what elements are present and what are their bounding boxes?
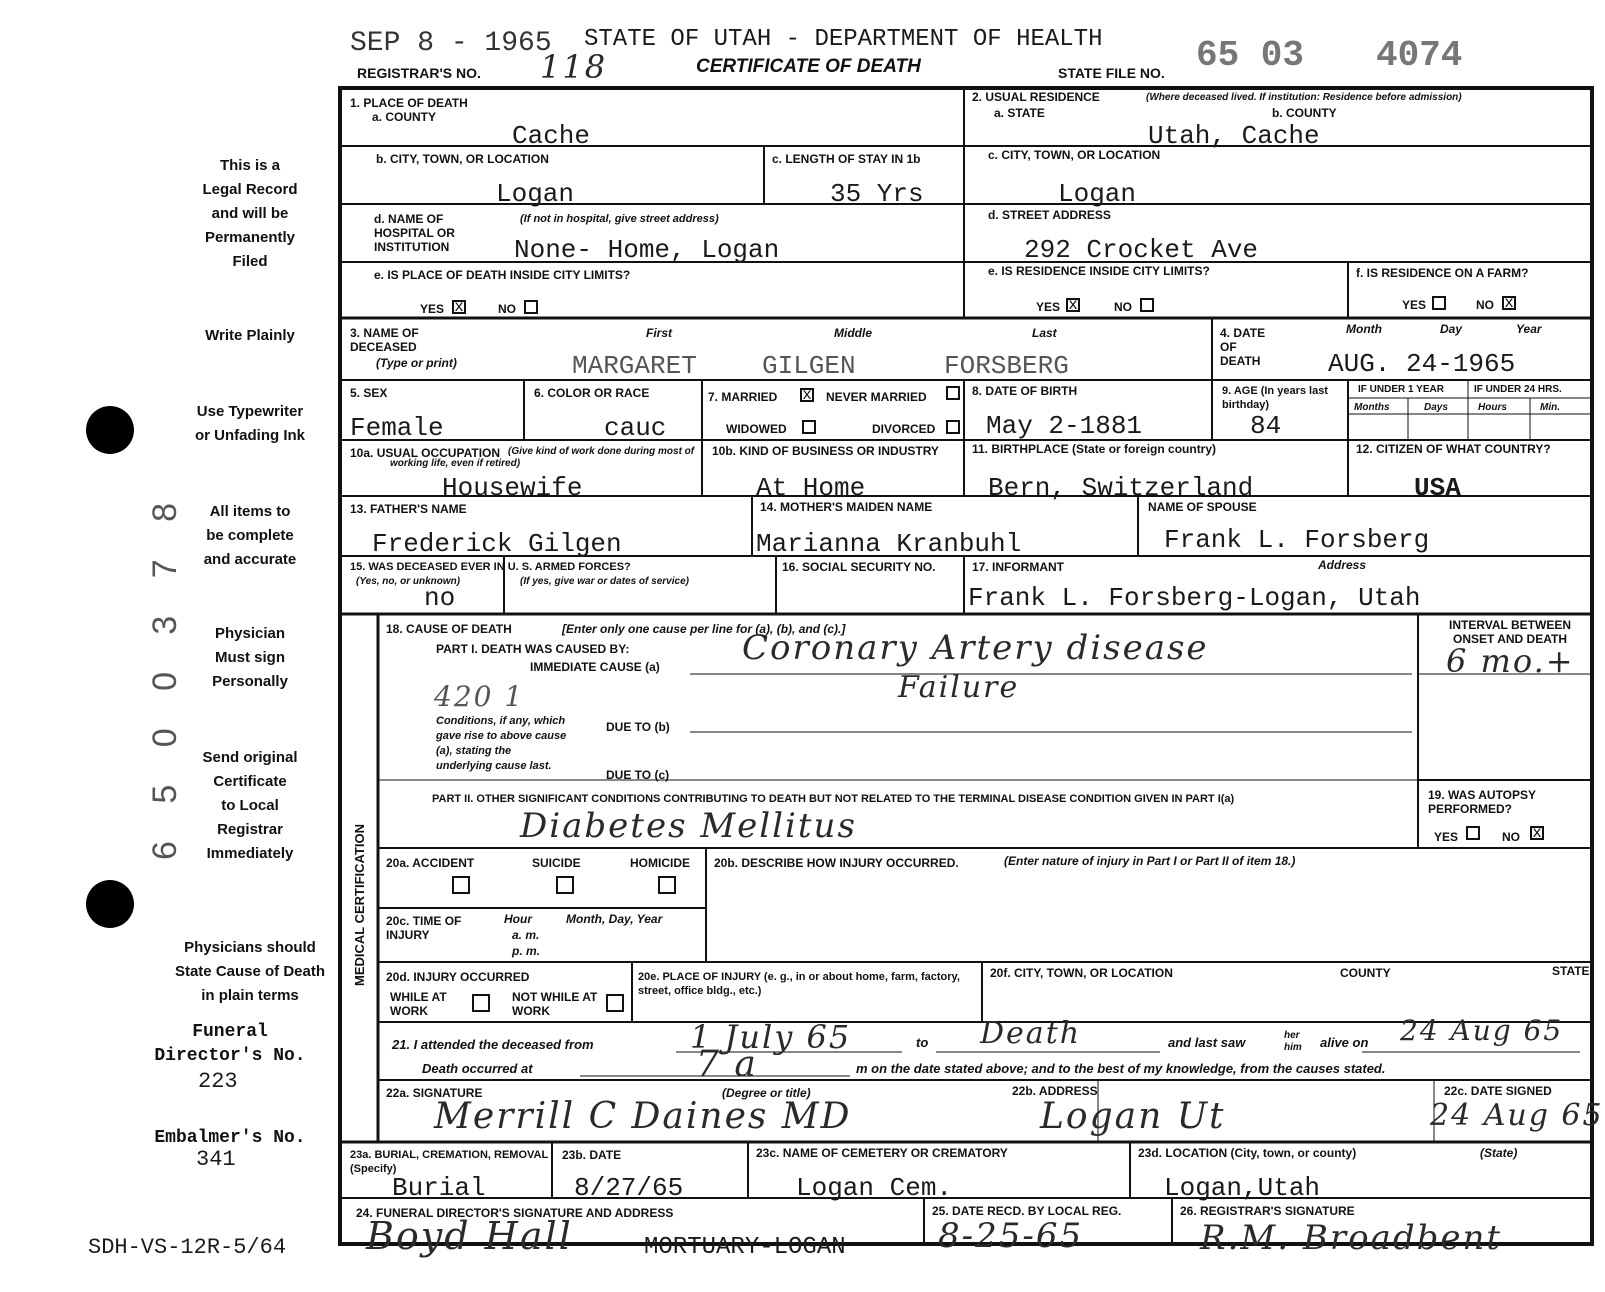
describe-injury-label: 20b. DESCRIBE HOW INJURY OCCURRED. [714, 856, 959, 870]
embalmer-no: 341 [196, 1147, 236, 1172]
birthplace-label: 11. BIRTHPLACE (State or foreign country) [972, 442, 1217, 456]
months-label: Months [1354, 402, 1390, 413]
divorced-checkbox[interactable] [946, 420, 960, 434]
burial-state-label: (State) [1480, 1146, 1518, 1160]
date-recd: 8-25-65 [938, 1216, 1084, 1256]
ssn-label: 16. SOCIAL SECURITY NO. [782, 560, 936, 574]
received-stamp-date: SEP 8 - 1965 [350, 28, 552, 59]
cause-code: 420 1 [434, 680, 525, 713]
pm-label: p. m. [512, 944, 541, 958]
due-to-b-label: DUE TO (b) [606, 720, 670, 734]
physician-address-label: 22b. ADDRESS [1012, 1084, 1098, 1098]
autopsy-yes-label: YES [1434, 830, 1459, 844]
divorced-label: DIVORCED [872, 422, 936, 436]
min-label: Min. [1540, 402, 1560, 413]
suicide-label: SUICIDE [532, 856, 581, 870]
death-inside-no-label: NO [498, 302, 516, 316]
burial-date-label: 23b. DATE [562, 1148, 622, 1162]
death-inside-limits-label: e. IS PLACE OF DEATH INSIDE CITY LIMITS? [374, 268, 631, 282]
cemetery-label: 23c. NAME OF CEMETERY OR CREMATORY [756, 1146, 1008, 1160]
first-label: First [646, 326, 673, 340]
not-while-work-checkbox[interactable] [606, 994, 624, 1012]
state-file-b: 4074 [1376, 35, 1463, 76]
business-label: 10b. KIND OF BUSINESS OR INDUSTRY [712, 444, 939, 458]
widowed-checkbox[interactable] [802, 420, 816, 434]
mortuary: MORTUARY-LOGAN [644, 1234, 846, 1261]
embalmer-label: Embalmer's No. [154, 1128, 306, 1148]
sex: Female [350, 413, 444, 443]
attended-from: 1 July 65 [690, 1018, 852, 1056]
armed-forces: no [424, 583, 456, 613]
date-of-birth: May 2-1881 [986, 411, 1143, 441]
mdy-label: Month, Day, Year [566, 912, 663, 926]
funeral-director-no: 223 [198, 1069, 238, 1094]
res-state-label: a. STATE [994, 106, 1045, 120]
informant-label: 17. INFORMANT [972, 560, 1065, 574]
suicide-checkbox[interactable] [556, 876, 574, 894]
birthplace: Bern, Switzerland [988, 473, 1254, 503]
stay-label: c. LENGTH OF STAY IN 1b [772, 152, 921, 166]
under-1-year-label: IF UNDER 1 YEAR [1358, 384, 1444, 395]
interval: 6 mo.+ [1446, 642, 1575, 680]
cemetery: Logan Cem. [796, 1173, 953, 1203]
last-saw-label: and last saw [1168, 1035, 1246, 1050]
complete-note: All items to be complete and accurate [203, 503, 297, 568]
res-inside-yes-checkbox[interactable]: x [1066, 298, 1080, 312]
alive-on-date: 24 Aug 65 [1400, 1014, 1564, 1047]
cause-instructions: [Enter only one cause per line for (a), (b), and (c).] [562, 622, 846, 636]
certificate-title: CERTIFICATE OF DEATH [696, 56, 921, 77]
hospital-note: (If not in hospital, give street address) [520, 213, 719, 225]
injury-city-label: 20f. CITY, TOWN, OR LOCATION [990, 966, 1173, 980]
death-city: Logan [496, 179, 575, 209]
farm-yes-checkbox[interactable] [1432, 296, 1446, 310]
hospital-label: d. NAME OF HOSPITAL OR INSTITUTION [374, 212, 455, 254]
spouse-label: NAME OF SPOUSE [1148, 500, 1257, 514]
date-recd-label: 25. DATE RECD. BY LOCAL REG. [932, 1204, 1122, 1218]
date-of-death-label: 4. DATE OF DEATH [1220, 326, 1266, 368]
father-label: 13. FATHER'S NAME [350, 502, 467, 516]
deceased-name-label: 3. NAME OF DECEASED [350, 326, 419, 354]
farm-no-label: NO [1476, 298, 1494, 312]
type-print-note: (Type or print) [376, 356, 457, 370]
registrar-no-label: REGISTRAR'S NO. [357, 65, 481, 81]
first-name: MARGARET [572, 351, 697, 381]
autopsy-no-checkbox[interactable]: x [1530, 826, 1544, 840]
date-signed-label: 22c. DATE SIGNED [1444, 1084, 1552, 1098]
death-county: Cache [512, 121, 591, 151]
cause-plain-note: Physicians should State Cause of Death in plain terms [174, 939, 326, 1004]
informant-address-label: Address [1318, 558, 1367, 572]
form-number: SDH-VS-12R-5/64 [88, 1235, 287, 1260]
vertical-serial: 6 5 0 0 3 7 8 [146, 488, 184, 860]
res-street-label: d. STREET ADDRESS [988, 208, 1111, 222]
res-inside-no-checkbox[interactable] [1140, 298, 1154, 312]
legal-record-note: This is a Legal Record and will be Permanently Filed [202, 157, 298, 270]
hours-label: Hours [1478, 402, 1507, 413]
registrar-no: 118 [540, 48, 608, 86]
cause-label: 18. CAUSE OF DEATH [386, 622, 512, 636]
occupation-note: (Give kind of work done during most of working life, even if retired) [390, 446, 695, 469]
residence-label: 2. USUAL RESIDENCE [972, 90, 1100, 104]
res-inside-label: e. IS RESIDENCE INSIDE CITY LIMITS? [988, 264, 1210, 278]
armed-forces-label: 15. WAS DECEASED EVER IN U. S. ARMED FORCES? [350, 561, 631, 573]
physician-note: Physician Must sign Personally [212, 625, 288, 690]
injury-state-label: STATE [1552, 964, 1590, 978]
not-while-work-label: NOT WHILE AT WORK [512, 990, 598, 1018]
part2-conditions: Diabetes Mellitus [520, 806, 857, 846]
part2-label: PART II. OTHER SIGNIFICANT CONDITIONS CONTRIBUTING TO DEATH BUT NOT RELATED TO THE TERMINAL DISEASE CONDITION GIVEN IN PART I(a) [432, 793, 1235, 805]
burial-label: 23a. BURIAL, CREMATION, REMOVAL (Specify) [350, 1149, 549, 1175]
farm-label: f. IS RESIDENCE ON A FARM? [1356, 266, 1529, 280]
funeral-director-signature: Boyd Hall [366, 1214, 573, 1258]
attended-to-label: to [916, 1035, 929, 1050]
alive-on-label: alive on [1320, 1035, 1369, 1050]
her-him-label: her him [1284, 1030, 1302, 1053]
attended-to: Death [980, 1016, 1082, 1051]
citizen-label: 12. CITIZEN OF WHAT COUNTRY? [1356, 442, 1551, 456]
occupation-label: 10a. USUAL OCCUPATION [350, 446, 501, 460]
res-inside-no-label: NO [1114, 300, 1132, 314]
middle-label: Middle [834, 326, 872, 340]
last-label: Last [1032, 326, 1057, 340]
age: 84 [1250, 411, 1282, 441]
death-time: 7 a [696, 1044, 758, 1085]
month-label: Month [1346, 322, 1382, 336]
death-inside-yes-checkbox[interactable]: x [452, 300, 466, 314]
state-file-label: STATE FILE NO. [1058, 65, 1165, 81]
race-label: 6. COLOR OR RACE [534, 386, 650, 400]
never-married-label: NEVER MARRIED [826, 390, 927, 404]
armed-forces-note: (Yes, no, or unknown) [356, 576, 461, 587]
res-county-label: b. COUNTY [1272, 106, 1337, 120]
autopsy-no-label: NO [1502, 830, 1520, 844]
immediate-cause-2: Failure [898, 670, 1020, 705]
funeral-director-sig-label: 24. FUNERAL DIRECTOR'S SIGNATURE AND ADDRESS [356, 1206, 674, 1220]
time-of-injury-label: 20c. TIME OF INJURY [386, 914, 462, 942]
autopsy-yes-checkbox[interactable] [1466, 826, 1480, 840]
mother-label: 14. MOTHER'S MAIDEN NAME [760, 500, 933, 514]
part1-label: PART I. DEATH WAS CAUSED BY: [436, 642, 630, 656]
citizen: USA [1414, 473, 1461, 503]
injury-county-label: COUNTY [1340, 966, 1391, 980]
registrar-signature: R.M. Broadbent [1200, 1218, 1503, 1258]
autopsy-label: 19. WAS AUTOPSY PERFORMED? [1428, 788, 1536, 816]
res-state-county: Utah, Cache [1148, 121, 1320, 151]
married-label: 7. MARRIED [708, 390, 778, 404]
length-of-stay: 35 Yrs [830, 179, 924, 209]
days-label: Days [1424, 402, 1448, 413]
res-inside-yes-label: YES [1036, 300, 1061, 314]
conditions-note: Conditions, if any, which gave rise to above cause (a), stating the underlying cause last. [436, 715, 567, 772]
while-at-work-checkbox[interactable] [472, 994, 490, 1012]
due-to-c-label: DUE TO (c) [606, 768, 670, 782]
city-label: b. CITY, TOWN, OR LOCATION [376, 152, 549, 166]
last-name: FORSBERG [944, 351, 1069, 381]
county-label: a. COUNTY [372, 110, 437, 124]
res-street: 292 Crocket Ave [1024, 235, 1259, 265]
write-plainly-note: Write Plainly [205, 327, 295, 344]
while-at-work-label: WHILE AT WORK [390, 990, 447, 1018]
race: cauc [604, 413, 667, 443]
day-label: Day [1440, 322, 1463, 336]
never-married-checkbox[interactable] [946, 386, 960, 400]
medical-certification-label: MEDICAL CERTIFICATION [352, 823, 367, 986]
armed-forces-war: (If yes, give war or dates of service) [520, 576, 689, 587]
burial-method: Burial [392, 1173, 486, 1203]
occupation: Housewife [442, 473, 583, 503]
occurred-at-label: Death occurred at [422, 1061, 533, 1076]
place-of-death-label: 1. PLACE OF DEATH [350, 96, 468, 110]
year-label: Year [1516, 322, 1542, 336]
place-of-injury-label: 20e. PLACE OF INJURY (e. g., in or about home, farm, factory, street, office bldg., etc.) [638, 971, 960, 997]
homicide-label: HOMICIDE [630, 856, 690, 870]
physician-address: Logan Ut [1040, 1096, 1226, 1137]
res-city-label: c. CITY, TOWN, OR LOCATION [988, 148, 1161, 162]
farm-yes-label: YES [1402, 298, 1427, 312]
res-city: Logan [1058, 179, 1137, 209]
burial-location: Logan,Utah [1164, 1173, 1321, 1203]
death-inside-yes-label: YES [420, 302, 445, 316]
death-inside-no-checkbox[interactable] [524, 300, 538, 314]
hour-label: Hour [504, 912, 532, 926]
physician-signature: Merrill C Daines MD [434, 1096, 852, 1137]
married-checkbox[interactable]: x [800, 388, 814, 402]
injury-occurred-label: 20d. INJURY OCCURRED [386, 970, 530, 984]
interval-label: INTERVAL BETWEEN ONSET AND DEATH [1448, 618, 1571, 646]
agency-title: STATE OF UTAH - DEPARTMENT OF HEALTH [584, 26, 1103, 53]
registrar-sig-label: 26. REGISTRAR'S SIGNATURE [1180, 1204, 1355, 1218]
widowed-label: WIDOWED [726, 422, 787, 436]
date-of-death: AUG. 24-1965 [1328, 349, 1516, 379]
burial-date: 8/27/65 [574, 1173, 684, 1203]
hospital-name: None- Home, Logan [514, 235, 780, 265]
immediate-cause: Coronary Artery disease [742, 628, 1209, 668]
describe-injury-note: (Enter nature of injury in Part I or Part II of item 18.) [1004, 854, 1296, 868]
farm-no-checkbox[interactable]: x [1502, 296, 1516, 310]
funeral-director-label: Funeral Director's No. [154, 1022, 306, 1066]
knowledge-statement: m on the date stated above; and to the best of my knowledge, from the causes stated. [856, 1061, 1386, 1076]
under-24-hrs-label: IF UNDER 24 HRS. [1474, 384, 1562, 395]
burial-location-label: 23d. LOCATION (City, town, or county) [1138, 1146, 1357, 1160]
signature-label: 22a. SIGNATURE [386, 1086, 483, 1100]
homicide-checkbox[interactable] [658, 876, 676, 894]
age-label: 9. AGE (In years last birthday) [1222, 385, 1328, 411]
residence-note: (Where deceased lived. If institution: Residence before admission) [1146, 92, 1462, 103]
state-file-a: 65 03 [1196, 35, 1305, 76]
dob-label: 8. DATE OF BIRTH [972, 384, 1078, 398]
sex-label: 5. SEX [350, 386, 388, 400]
middle-name: GILGEN [762, 351, 856, 381]
degree-label: (Degree or title) [722, 1086, 811, 1100]
informant: Frank L. Forsberg-Logan, Utah [968, 583, 1421, 613]
accident-checkbox[interactable] [452, 876, 470, 894]
business: At Home [756, 473, 866, 503]
am-label: a. m. [512, 928, 540, 942]
accident-label: 20a. ACCIDENT [386, 856, 475, 870]
typewriter-note: Use Typewriter or Unfading Ink [195, 403, 305, 444]
attended-label: 21. I attended the deceased from [392, 1037, 594, 1052]
spouse-name: Frank L. Forsberg [1164, 525, 1430, 555]
date-signed: 24 Aug 65 [1430, 1098, 1604, 1133]
mother-name: Marianna Kranbuhl [756, 529, 1022, 559]
send-original-note: Send original Certificate to Local Registrar Immediately [202, 749, 298, 862]
father-name: Frederick Gilgen [372, 529, 622, 559]
immediate-cause-label: IMMEDIATE CAUSE (a) [530, 660, 660, 674]
